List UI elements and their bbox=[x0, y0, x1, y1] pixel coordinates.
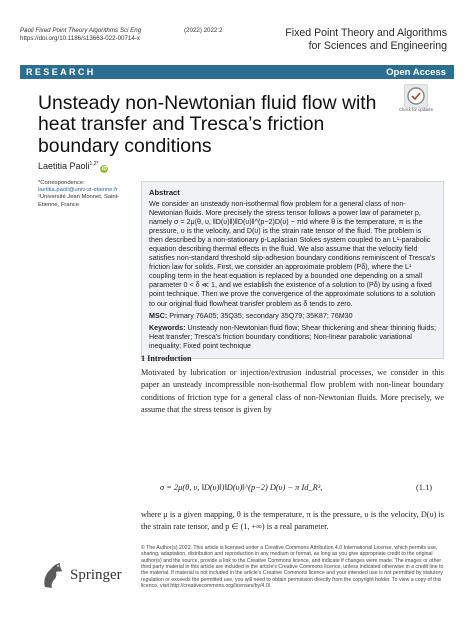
crossmark-icon[interactable] bbox=[404, 84, 428, 108]
open-access-label: Open Access bbox=[386, 67, 446, 78]
msc-label: MSC: bbox=[149, 311, 168, 320]
author-affiliation-marks: 1,2* bbox=[89, 161, 99, 167]
affiliation: ¹Université Jean Monnet, Saint-Etienne, France bbox=[38, 194, 120, 208]
article-type-label: RESEARCH bbox=[26, 67, 96, 77]
article-type-band bbox=[20, 65, 454, 79]
orcid-icon[interactable]: iD bbox=[101, 166, 107, 172]
keywords-line bbox=[149, 324, 436, 351]
msc-codes: Primary 76A05; 35Q35; secondary 35Q79; 35K87; 76M30 bbox=[169, 311, 353, 320]
keywords-text: Unsteady non-Newtonian fluid flow; Shear thickening and shear thinning fluids; Heat transfer; Tresca’s friction boundary conditions; Non-linear parabolic variational inequality; Fixed point technique bbox=[149, 323, 436, 350]
author-name[interactable]: Laetitia Paoli bbox=[38, 161, 90, 171]
keywords-label: Keywords: bbox=[149, 323, 186, 332]
journal-title-line-2: for Sciences and Engineering bbox=[308, 39, 447, 52]
intro-paragraph-2: where μ is a given mapping, θ is the temperature, π is the pressure, υ is the velocity, D(υ) is the strain rate tensor, and p ∈ (1, +∞) is a real parameter. bbox=[141, 510, 444, 532]
equation: σ = 2μ(θ, υ, ‖D(υ)‖)‖D(υ)‖^(p−2) D(υ) − π Id_R³, bbox=[160, 483, 323, 492]
journal-title bbox=[285, 27, 447, 52]
abstract-heading: Abstract bbox=[149, 188, 180, 197]
msc-line bbox=[149, 312, 436, 321]
article-title: Unsteady non-Newtonian fluid flow with heat transfer and Tresca’s friction boundary conditions bbox=[38, 92, 377, 157]
journal-title-line-1: Fixed Point Theory and Algorithms bbox=[285, 27, 447, 39]
springer-horse-logo-icon bbox=[40, 560, 66, 590]
running-header bbox=[20, 27, 141, 44]
doi-link[interactable]: https://doi.org/10.1186/s13663-022-00714-x bbox=[20, 35, 140, 43]
abstract-box bbox=[141, 181, 444, 359]
section-heading: 1 Introduction bbox=[141, 354, 192, 363]
license-text: © The Author(s) 2022. This article is licensed under a Creative Commons Attribution 4.0 International License, which permits use, sharing, adaptation, distribution and reproduction in any medium or format, as long as you give appropriate credit to the original author(s) and the source, provide a link to the Creative Commons licence, and indicate if changes were made. The images or other third party material in this article are included in the article’s Creative Commons licence, unless indicated otherwise in a credit line to the material. If material is not included in the article’s Creative Commons licence and your intended use is not permitted by statutory regulation or exceeds the permitted use, you will need to obtain permission directly from the copyright holder. To view a copy of this licence, visit http://creativecommons.org/licenses/by/4.0/. bbox=[141, 545, 444, 590]
abstract-text: We consider an unsteady non-isothermal flow problem for a general class of non-Newtonian fluids. More precisely the stress tensor follows a power law of parameter p, namely σ = 2μ(θ, υ, ‖D(υ)‖)‖D(υ)‖^(p−2)D(υ) − πId where θ is the temperature, π is the pressure, υ is the velocity, and D(υ) is the strain rate tensor of the fluid. The problem is then described by a non-stationary p-Laplacian Stokes system coupled to an L¹-parabolic equation describing thermal effects in the fluid. We also assume that the velocity field satisfies non-standard threshold slip-adhesion boundary conditions reminiscent of Tresca’s friction law for solids. First, we consider an approximate problem (Pδ), where the L¹ coupling term in the heat equation is replaced by a bounded one depending on a small parameter 0 < δ ≪ 1, and we establish the existence of a solution to (Pδ) by using a fixed point technique. Then we prove the convergence of the approximate solutions to a solution to our original fluid flow/heat transfer problem as δ tends to zero. bbox=[149, 200, 436, 308]
correspondence-label: *Correspondence: bbox=[38, 180, 85, 186]
intro-paragraph-1: Motivated by lubrication or injection/extrusion industrial processes, we consider in this paper an unsteady incompressible non-isothermal flow problem with non-linear boundary conditions of friction type for a general class of non-Newtonian fluids. More precisely, we assume that the stress tensor is given by bbox=[141, 368, 444, 415]
year-volume: (2022) 2022:2 bbox=[184, 27, 223, 34]
correspondence-email[interactable]: laetitia.paoli@univ-st-etienne.fr bbox=[38, 187, 118, 194]
equation-number: (1.1) bbox=[416, 483, 433, 492]
author-line bbox=[38, 161, 108, 173]
correspondence-block bbox=[38, 180, 138, 209]
publisher-name: Springer bbox=[70, 567, 122, 583]
crossmark-label[interactable]: Check for updates bbox=[399, 107, 433, 112]
journal-short-name: Paoli Fixed Point Theory Algorithms Sci Eng bbox=[20, 27, 142, 34]
